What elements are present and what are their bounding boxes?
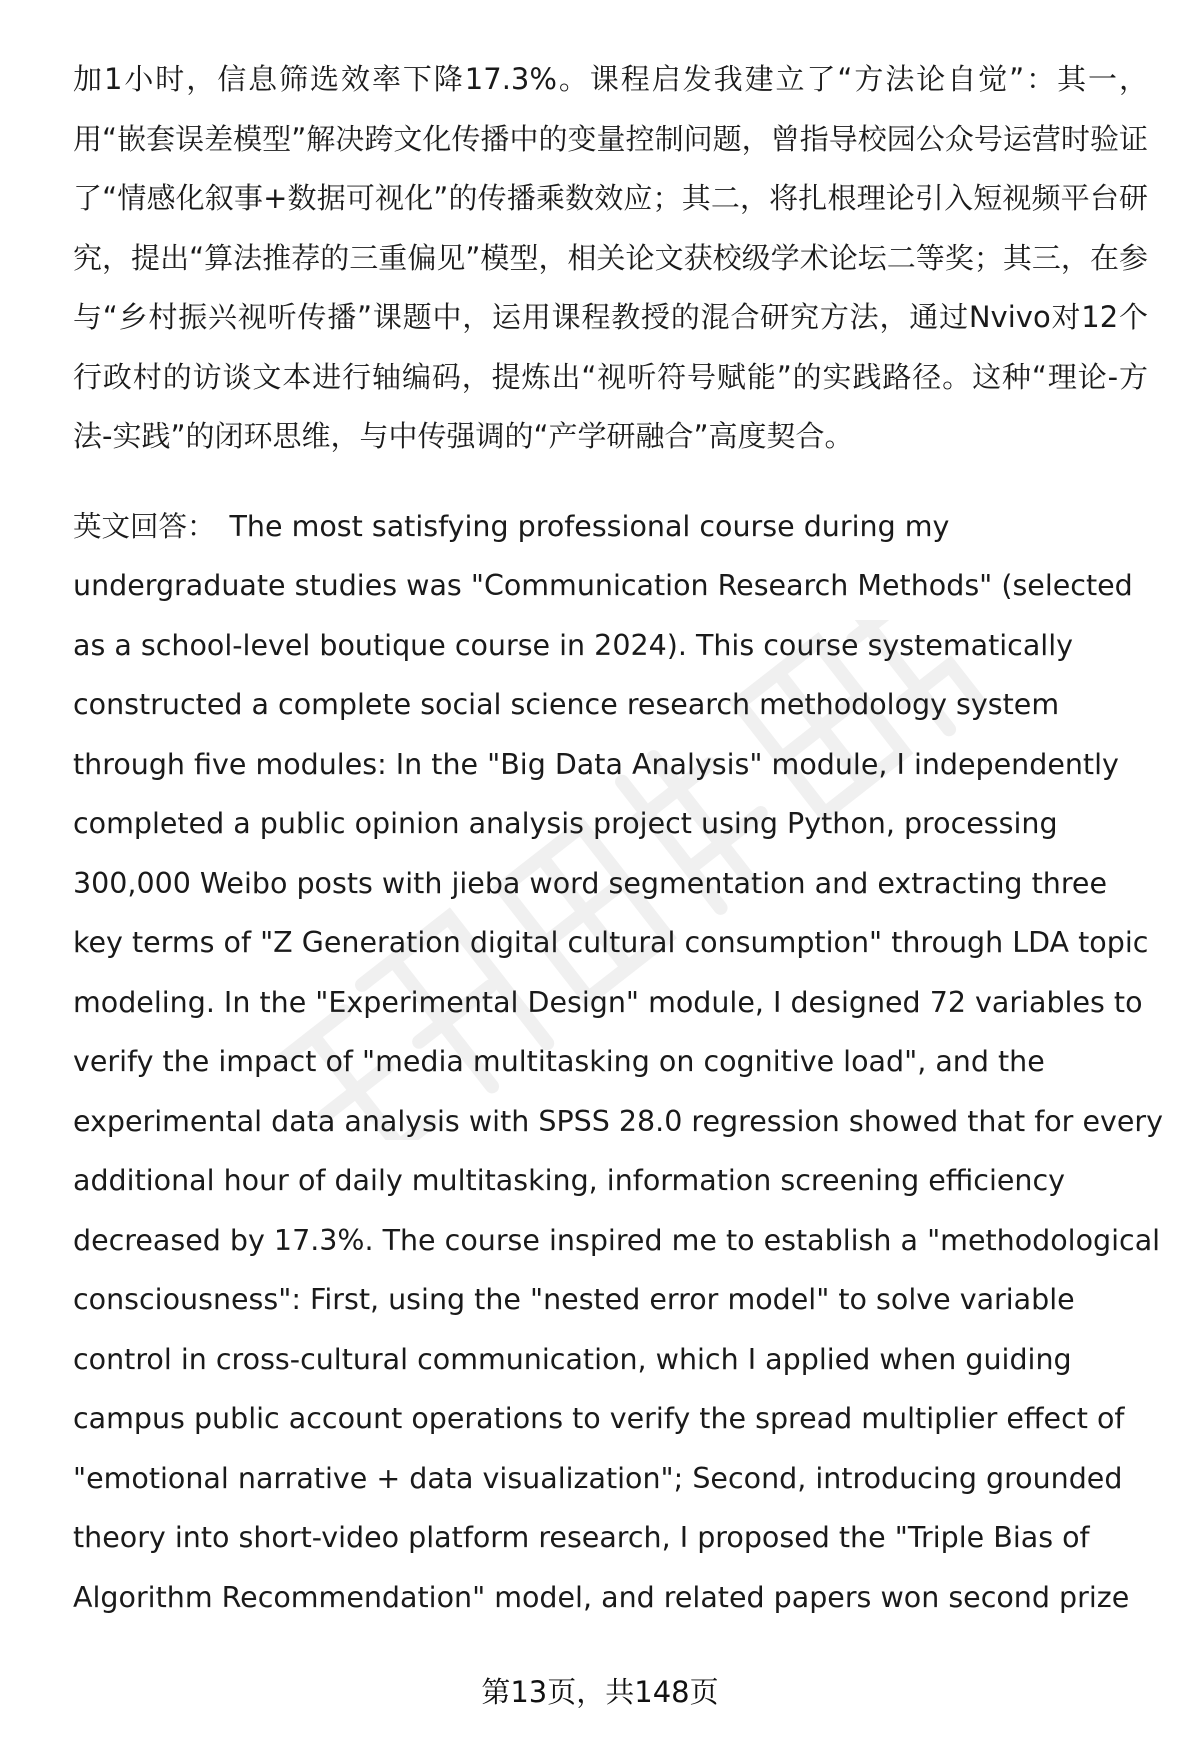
english-answer-paragraph [73,497,1165,1628]
chinese-answer-paragraph: 加1小时，信息筛选效率下降17.3%。课程启发我建立了“方法论自觉”：其一，用“嵌套误差模型”解决跨文化传播中的变量控制问题，曾指导校园公众号运营时验证了“情感化叙事+数据可视化”的传播乘数效应；其二，将扎根理论引入短视频平台研究，提出“算法推荐的三重偏见”模型，相关论文获校级学术论坛二等奖；其三，在参与“乡村振兴视听传播”课题中，运用课程教授的混合研究方法，通过Nvivo对12个行政村的访谈文本进行轴编码，提炼出“视听符号赋能”的实践路径。这种“理论-方法-实践”的闭环思维，与中传强调的“产学研融合”高度契合。 [73,62,1148,453]
english-answer-text: The most satisfying professional course during my undergraduate studies was "Communication Research Methods" (selected as a school-level boutique course in 2024). This course systematically constructed a complete social science research methodology system through five modules: In the "Big Data Analysis" module, I independently completed a public opinion analysis project using Python, processing 300,000 Weibo posts with jieba word segmentation and extracting three key terms of "Z Generation digital cultural consumption" through LDA topic modeling. In the "Experimental Design" module, I designed 72 variables to verify the impact of "media multitasking on cognitive load", and the experimental data analysis with SPSS 28.0 regression showed that for every additional hour of daily multitasking, information screening efficiency decreased by 17.3%. The course inspired me to establish a "methodological consciousness": First, using the "nested error model" to solve variable control in cross-cultural communication, which I applied when guiding campus public account operations to verify the spread multiplier effect of "emotional narrative + data visualization"; Second, introducing grounded theory into short-video platform research, I proposed the "Triple Bias of Algorithm Recommendation" model, and related papers won second prize [73,509,1163,1614]
document-body [73,50,1163,1627]
page-number-footer: 第13页，共148页 [481,1675,719,1709]
english-answer-label: 英文回答： [73,509,216,543]
